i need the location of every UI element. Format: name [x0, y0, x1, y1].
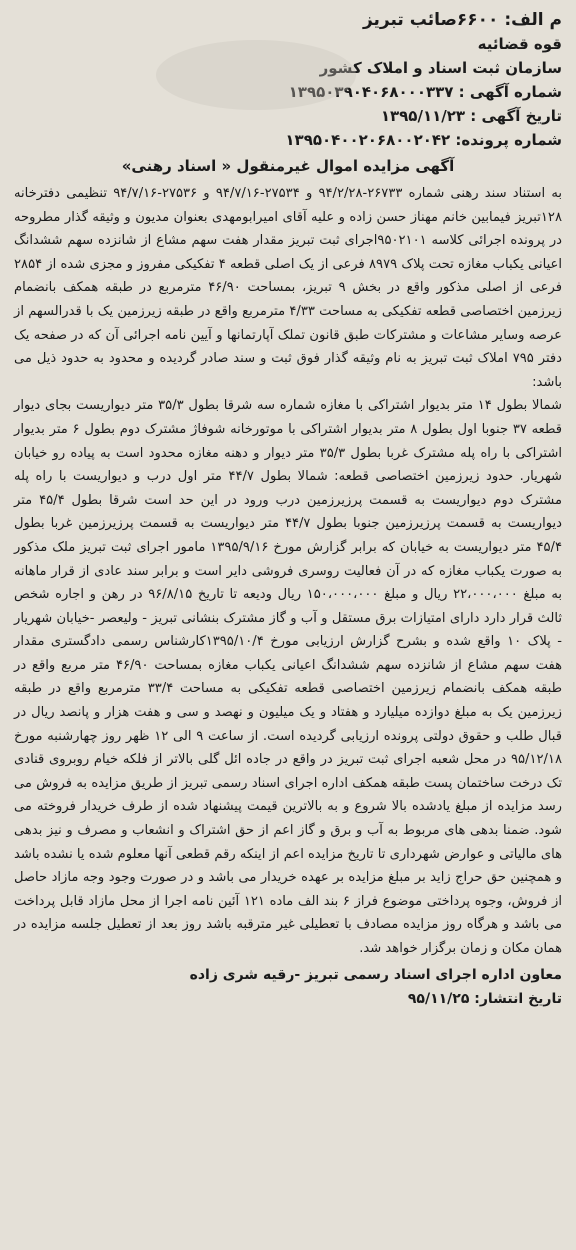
body-paragraph: شمالا بطول ۱۴ متر بدیوار اشتراکی با مغازه شماره سه شرقا بطول ۳۵/۳ متر دیواریست بجای دیوار قطعه ۳۷ جنوبا اول بطول ۸ متر بدیوار اشتراکی با موتورخانه شوفاژ مشترک دوم بطول ۶ متر بدیوار اشتراکی با راه پله مشترک غربا بطول ۳۵/۳ متر دیوار و دهنه مغازه محدود است به پیاده رو خیابان شهریار. حدود زیرزمین اختصاصی قطعه: شمالا بطول ۴۴/۷ متر اول درب و دیواریست با راه پله مشترک دوم دیواریست به قسمت پرزیرزمین درب ورود در این حد است شرقا بطول ۴۵/۴ متر دیواریست به قسمت پرزیرزمین جنوبا بطول ۴۴/۷ متر دیواریست به قسمت پرزیرزمین غربا بطول ۴۵/۴ متر دیواریست به خیابان که برابر گزارش مورخ ۱۳۹۵/۹/۱۶ مامور اجرای ثبت تبریز ملک مذکور به صورت یکباب مغازه که در آن فعالیت روسری فروشی دایر است و برابر سند عادی از قرار ماهانه به مبلغ ۲۲،۰۰۰،۰۰۰ ریال و مبلغ ۱۵۰،۰۰۰،۰۰۰ ریال ودیعه تا تاریخ ۹۶/۸/۱۵ در رهن و اجاره شخص ثالث قرار دارد دارای امتیازات برق مستقل و آب و گاز مشترک بنشانی تبریز - ولیعصر -خیابان شهریار - پلاک ۱۰ واقع شده و بشرح گزارش ارزیابی مورخ ۱۳۹۵/۱۰/۴کارشناس رسمی دادگستری مقدار هفت سهم مشاع از شانزده سهم ششدانگ اعیانی یکباب مغازه بمساحت ۴۶/۹۰ متر مربع واقع در طبقه همکف بانضمام زیرزمین اختصاصی قطعه تفکیکی به مساحت ۳۳/۴ مترمربع واقع در طبقه زیرزمین یک به مبلغ دوازده میلیارد و هفتاد و یک میلیون و نهصد و سی و هفت هزار و پانصد ریال در قبال طلب و حقوق دولتی پرونده ارزیابی گردیده است. از ساعت ۹ الی ۱۲ ظهر روز چهارشنبه مورخ ۹۵/۱۲/۱۸ در محل شعبه اجرای ثبت تبریز در واقع در جاده ائل گلی بالاتر از فلکه خیام روبروی قنادی تک درخت ساختمان پست طبقه همکف اداره اجرای اسناد رسمی تبریز از طریق مزایده به فروش می رسد مزایده از مبلغ یادشده بالا شروع و به بالاترین قیمت پیشنهاد شده از طرف خریدار فروخته می شود. ضمنا بدهی های مربوط به آب و برق و گاز اعم از حق اشتراک و انشعاب و مصرف و نیز بدهی های مالیاتی و عوارض شهرداری تا تاریخ مزایده اعم از اینکه رقم قطعی آنها معلوم شده یا نشده باشد و همچنین حق حراج زاید بر مبلغ مزایده بر عهده خریدار می باشد و در صورت وجود وجه مازاد حاصل از فروش، وجوه پرداختی موضوع فراز ۶ بند الف ماده ۱۲۱ آئین نامه اجرا از محل مازاد قابل پرداخت می باشد و هرگاه روز مزایده مصادف با تعطیلی غیر مترقبه باشد روز بعد از تعطیل جلسه مزایده در همان مکان و زمان برگزار خواهد شد. [14, 398, 563, 956]
organization-name: سازمان ثبت اسناد و املاک کشور [319, 59, 562, 77]
notice-body [14, 182, 562, 961]
body-paragraph: به استناد سند رهنی شماره ۲۶۷۳۳-۹۴/۲/۲۸ و ۲۷۵۳۴-۹۴/۷/۱۶ و ۲۷۵۳۶-۹۴/۷/۱۶ تنظیمی دفترخانه ۱۲۸تبریز فیمابین خانم مهناز حسن زاده و علیه آقای امیرابومهدی بعنوان مدیون و وثیقه گذار مطروحه در پرونده اجرائی کلاسه ۹۵۰۲۱۰۱اجرای ثبت تبریز مقدار هفت سهم مشاع از شانزده سهم ششدانگ اعیانی یکباب مغازه تحت پلاک ۸۹۷۹ فرعی از یک اصلی قطعه ۴ تفکیکی مفروز و مجزی شده از ۲۸۵۴ فرعی از اصلی مذکور واقع در بخش ۹ تبریز، بمساحت ۴۶/۹۰ مترمربع در طبقه همکف بانضمام زیرزمین اختصاصی قطعه تفکیکی به مساحت ۴/۳۳ مترمربع واقع در طبقه زیرزمین یک با قدرالسهم از عرصه وسایر مشاعات و مشترکات طبق قانون تملک آپارتمانها و آیین نامه اجرائی آن که در صفحه یک دفتر ۷۹۵ املاک ثبت تبریز به نام وثیقه گذار فوق ثبت و سند صادر گردیده و محدود به حدود ذیل می باشد: [14, 186, 562, 390]
notice-date: تاریخ آگهی : ۱۳۹۵/۱۱/۲۳ [380, 107, 562, 125]
notice-title: آگهی مزایده اموال غیرمنقول « اسناد رهنی» [121, 157, 455, 175]
notice-number: شماره آگهی : ۱۳۹۵۰۳۹۰۴۰۶۸۰۰۰۳۳۷ [288, 83, 562, 101]
paper-stain [156, 40, 356, 110]
reference-number: م الف: ۶۶۰۰صائب تبریز [362, 10, 562, 30]
judiciary-label: قوه قضائیه [477, 35, 562, 53]
publication-date: تاریخ انتشار: ۹۵/۱۱/۲۵ [407, 990, 562, 1007]
signature-line: معاون اداره اجرای اسناد رسمی تبریز -رقیه شری زاده [189, 966, 562, 983]
file-number: شماره پرونده: ۱۳۹۵۰۴۰۰۲۰۶۸۰۰۲۰۴۲ [285, 131, 562, 149]
